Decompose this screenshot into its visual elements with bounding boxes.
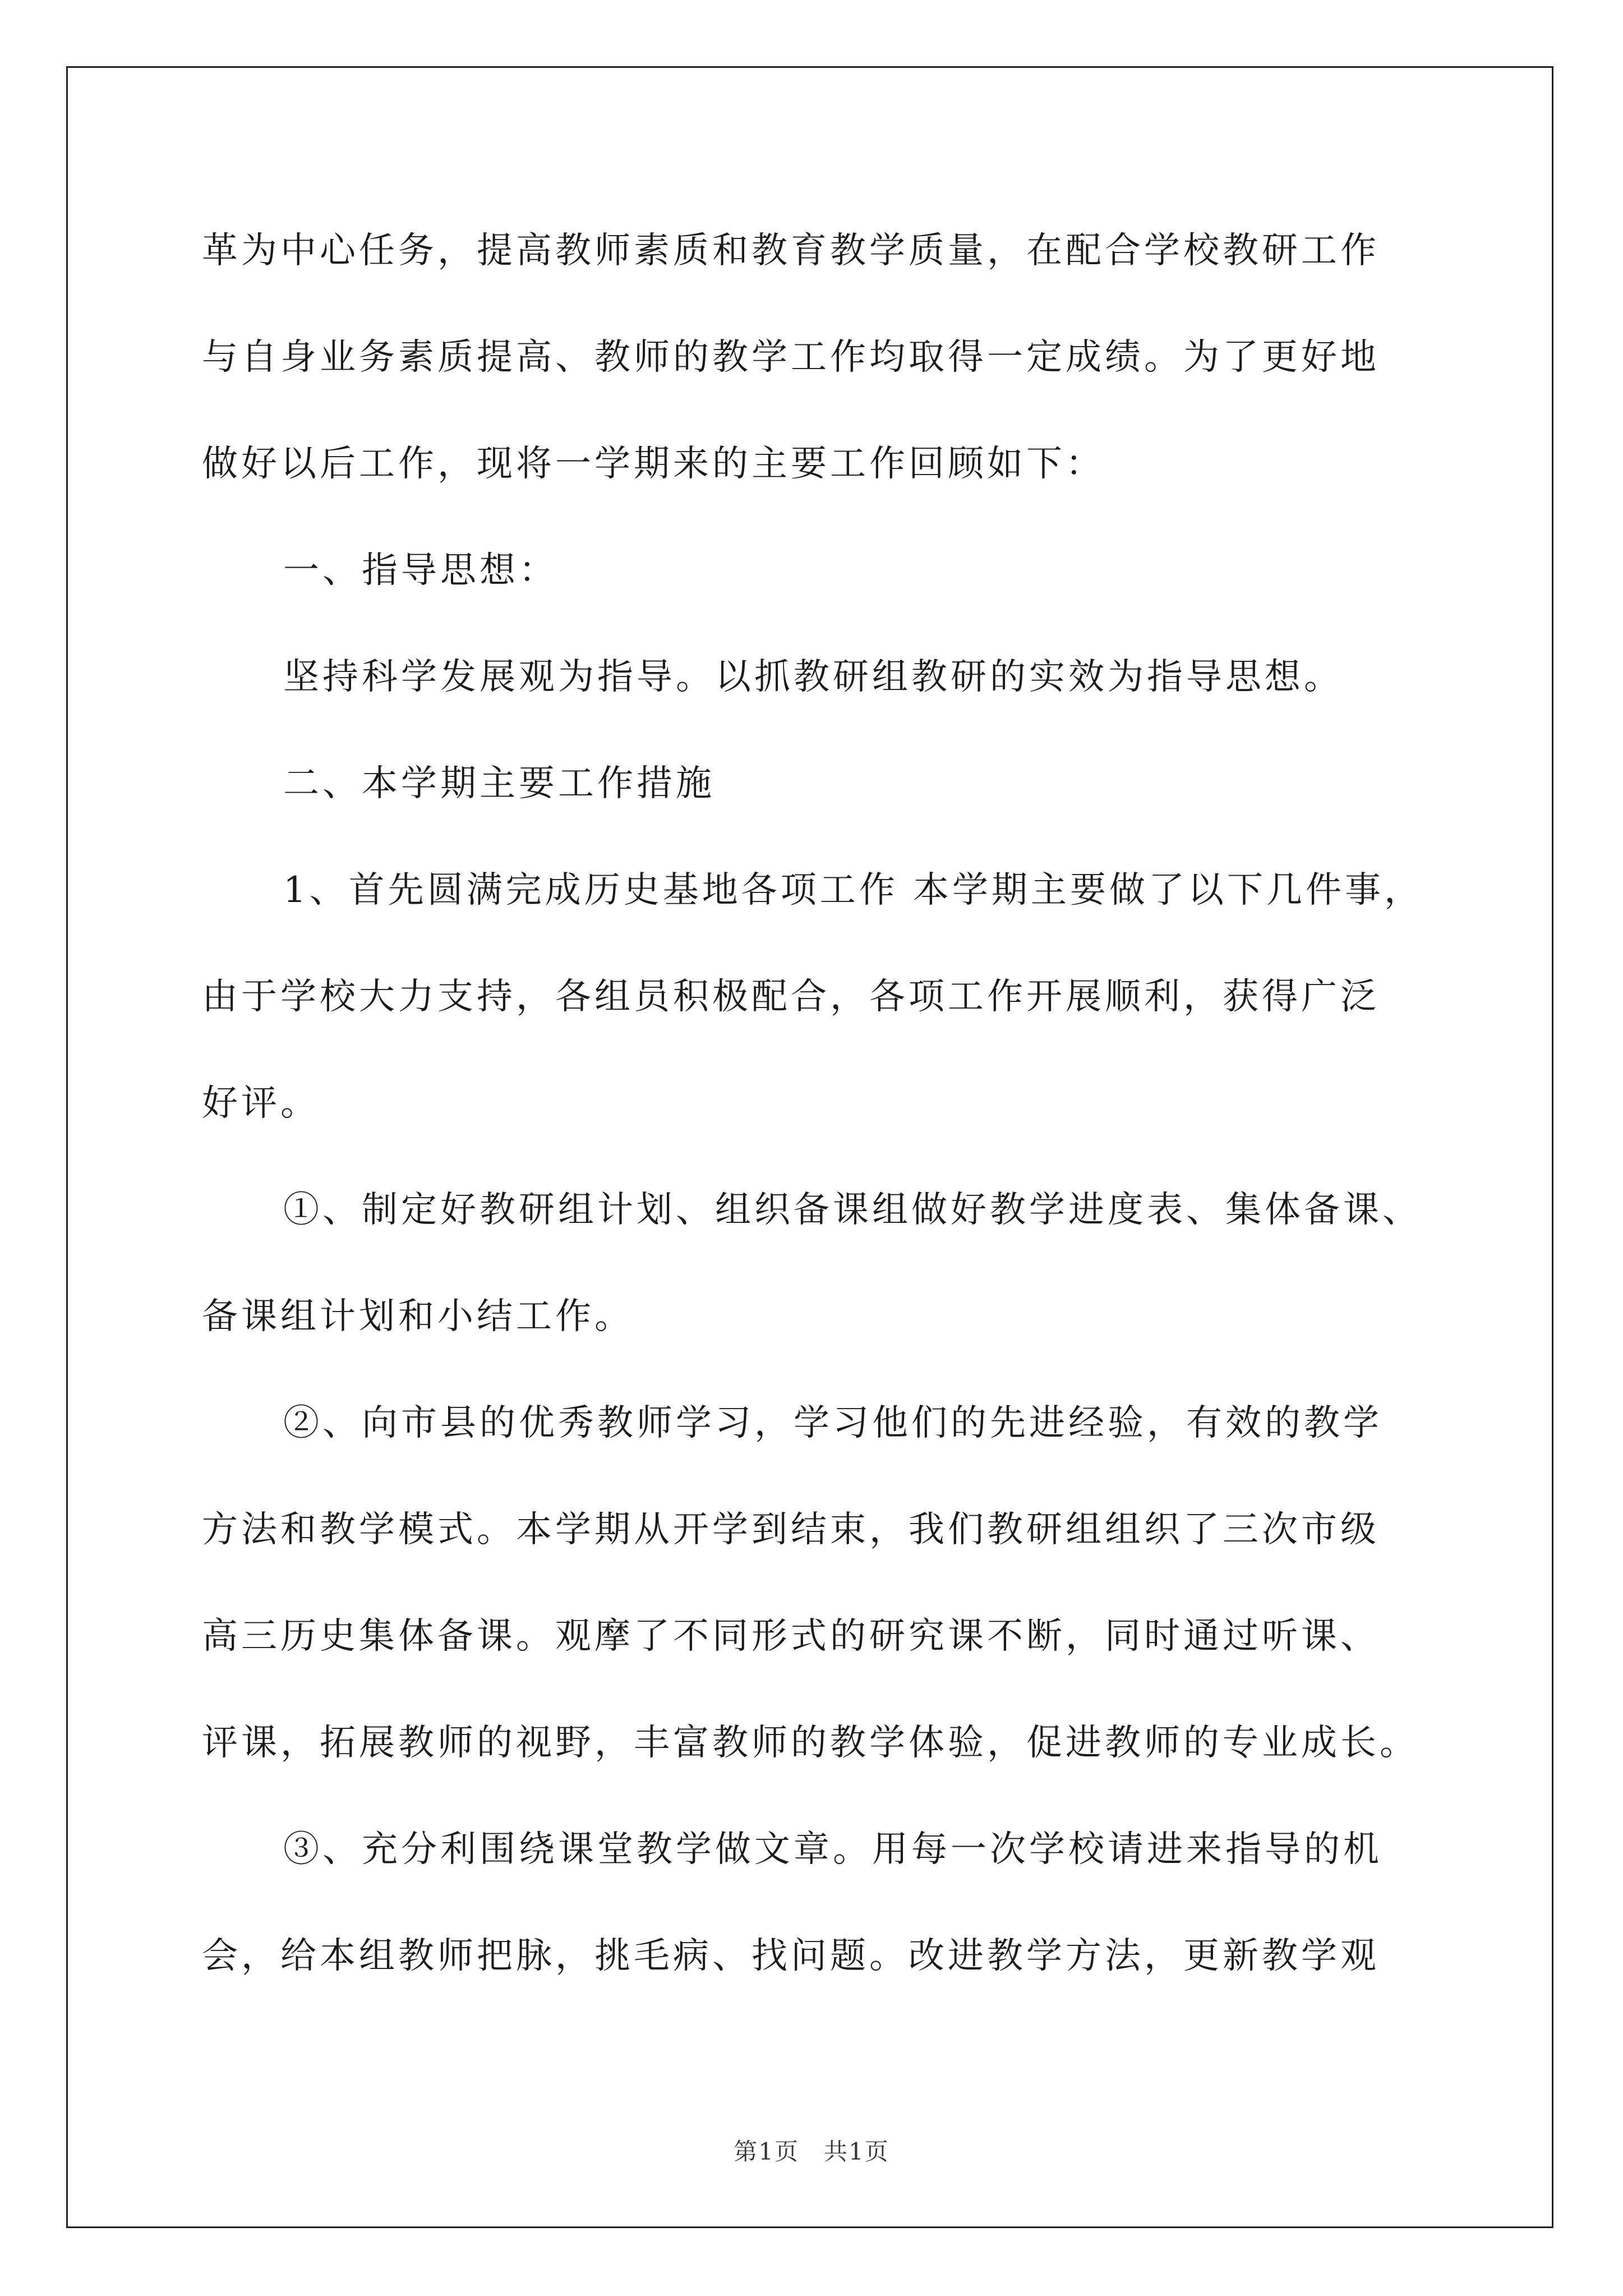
body-line: 做好以后工作，现将一学期来的主要工作回顾如下：: [202, 443, 1105, 485]
body-line: 高三历史集体备课。观摩了不同形式的研究课不断，同时通过听课、: [202, 1616, 1380, 1657]
body-line: 备课组计划和小结工作。: [202, 1296, 634, 1337]
section-heading: 二、本学期主要工作措施: [283, 763, 715, 804]
body-line: 方法和教学模式。本学期从开学到结束，我们教研组组织了三次市级: [202, 1509, 1380, 1550]
section-heading: 一、指导思想：: [283, 550, 558, 591]
body-line: 好评。: [202, 1083, 320, 1124]
body-line: 革为中心任务，提高教师素质和教育教学质量，在配合学校教研工作: [202, 230, 1380, 272]
body-line: 会，给本组教师把脉，挑毛病、找问题。改进教学方法，更新教学观: [202, 1935, 1380, 1977]
body-line: 与自身业务素质提高、教师的教学工作均取得一定成绩。为了更好地: [202, 337, 1380, 378]
body-line: ③、充分利围绕课堂教学做文章。用每一次学校请进来指导的机: [283, 1829, 1382, 1870]
body-line: ②、向市县的优秀教师学习，学习他们的先进经验，有效的教学: [283, 1402, 1382, 1444]
body-line: 由于学校大力支持，各组员积极配合，各项工作开展顺利，获得广泛: [202, 976, 1380, 1018]
page-border: [66, 66, 1553, 2228]
page-number-footer: 第1页 共1页: [734, 2138, 889, 2165]
body-line: 1、首先圆满完成历史基地各项工作 本学期主要做了以下几件事，: [283, 869, 1424, 911]
body-line: ①、制定好教研组计划、组织备课组做好教学进度表、集体备课、: [283, 1189, 1422, 1231]
body-line: 评课，拓展教师的视野，丰富教师的教学体验，促进教师的专业成长。: [202, 1722, 1419, 1764]
body-line: 坚持科学发展观为指导。以抓教研组教研的实效为指导思想。: [283, 656, 1343, 698]
